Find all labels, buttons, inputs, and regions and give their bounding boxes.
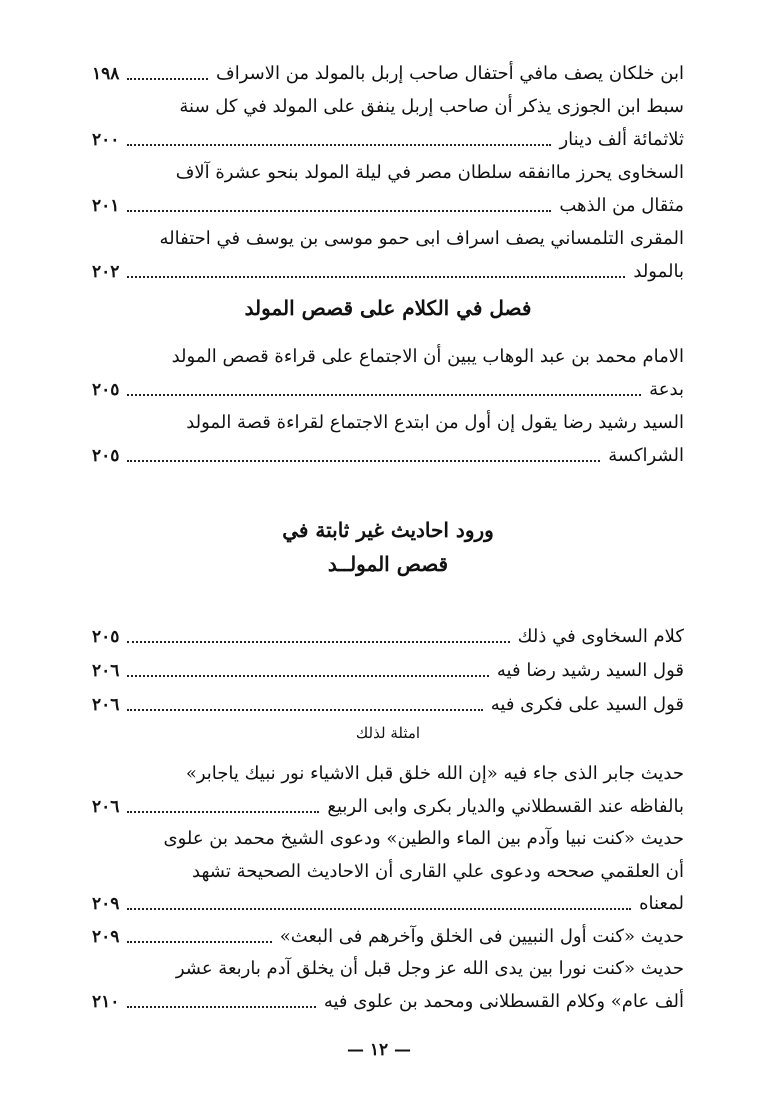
toc-entry-text: حديث «كنت أول النبيين فى الخلق وآخرهم فى البعث» [279, 925, 684, 947]
toc-page-number: ٢٠٢ [92, 262, 120, 282]
dot-leader [127, 460, 600, 462]
dot-leader [127, 709, 482, 711]
toc-entry [92, 615, 684, 649]
toc-entry [92, 980, 684, 1014]
toc-entry [92, 217, 684, 251]
dot-leader [127, 276, 625, 278]
dot-leader [127, 675, 489, 677]
toc-entry-text: حديث «كنت نورا بين يدى الله عز وجل قبل أن يخلق آدم باربعة عشر [175, 958, 684, 979]
toc-page-number: ١٩٨ [92, 64, 120, 84]
toc-entry [92, 184, 684, 218]
toc-entry [92, 817, 684, 851]
toc-entry [92, 118, 684, 152]
toc-entry-text: قول السيد على فكرى فيه [490, 694, 684, 715]
toc-entry-text: السخاوى يحرز ماانفقه سلطان مصر في ليلة المولد بنحو عشرة آلاف [175, 162, 684, 183]
toc-entry-text: ابن خلكان يصف مافي أحتفال صاحب إربل بالمولد من الاسراف [216, 63, 684, 84]
toc-entry [92, 785, 684, 819]
toc-entry-text: حديث جابر الذى جاء فيه «إن الله خلق قبل الاشياء نور نبيك ياجابر» [185, 763, 684, 784]
dot-leader [127, 210, 551, 212]
dot-leader [127, 941, 271, 943]
big-heading-line2: قصص المولــد [327, 552, 449, 576]
toc-entry-text: حديث «كنت نبيا وآدم بين الماء والطين» ودعوى الشيخ محمد بن علوى [163, 828, 684, 849]
toc-page-number: ٢٠٠ [92, 130, 120, 150]
toc-entry [92, 368, 684, 402]
page-number-footer: — ١٢ — [346, 1040, 412, 1060]
big-heading-line1: ورود احاديث غير ثابتة في [282, 518, 494, 542]
examples-subheading: امثلة لذلك [355, 724, 421, 742]
toc-entry-text: أن العلقمي صححه ودعوى علي القارى أن الاحاديث الصحيحة تشهد [192, 860, 684, 882]
toc-entry-text: بالفاظه عند القسطلاني والديار بكرى وابى الربيع [327, 795, 684, 817]
toc-page-number: ٢٠٦ [92, 661, 120, 681]
dot-leader [127, 908, 631, 910]
toc-entry [92, 882, 684, 916]
dot-leader [127, 811, 319, 813]
toc-entry [92, 915, 684, 949]
toc-entry [92, 250, 684, 284]
toc-entry-text: كلام السخاوى في ذلك [517, 626, 684, 647]
toc-page-number: ٢٠٦ [92, 796, 120, 817]
dot-leader [127, 78, 208, 80]
toc-entry-text: ثلاثمائة ألف دينار [559, 129, 684, 150]
toc-page-number: ٢٠٦ [92, 695, 120, 715]
toc-entry-text: الامام محمد بن عبد الوهاب يبين أن الاجتماع على قراءة قصص المولد [171, 346, 684, 367]
toc-page-number: ٢٠٥ [92, 380, 120, 400]
toc-page-number: ٢٠١ [92, 196, 120, 216]
toc-page-number: ٢٠٩ [92, 894, 120, 914]
toc-entry [92, 401, 684, 435]
toc-entry-text: قول السيد رشيد رضا فيه [496, 660, 684, 681]
toc-entry [92, 52, 684, 86]
toc-entry [92, 151, 684, 185]
toc-entry-text: لمعناه [639, 893, 684, 914]
toc-entry-text: ألف عام» وكلام القسطلانى ومحمد بن علوى فيه [323, 990, 684, 1012]
section-title: فصل في الكلام على قصص المولد [244, 296, 532, 320]
toc-page-number: ٢٠٥ [92, 627, 120, 647]
dot-leader [127, 394, 641, 396]
toc-entry-text: سبط ابن الجوزى يذكر أن صاحب إربل ينفق على المولد في كل سنة [179, 96, 684, 117]
toc-entry-text: مثقال من الذهب [559, 195, 684, 216]
toc-entry [92, 85, 684, 119]
toc-page-number: ٢٠٥ [92, 446, 120, 466]
toc-entry [92, 850, 684, 884]
toc-entry [92, 947, 684, 981]
toc-page-number: ٢١٠ [92, 991, 120, 1012]
toc-entry-text: بدعة [649, 379, 684, 400]
toc-page-number: ٢٠٩ [92, 926, 120, 947]
toc-entry-text: السيد رشيد رضا يقول إن أول من ابتدع الاجتماع لقراءة قصة المولد [186, 412, 684, 433]
dot-leader [127, 1006, 315, 1008]
toc-entry [92, 683, 684, 717]
toc-entry-text: بالمولد [633, 261, 684, 282]
toc-entry [92, 752, 684, 786]
toc-entry [92, 649, 684, 683]
toc-entry [92, 434, 684, 468]
toc-entry-text: المقرى التلمساني يصف اسراف ابى حمو موسى بن يوسف في احتفاله [159, 228, 684, 249]
toc-entry-text: الشراكسة [608, 445, 684, 466]
dot-leader [127, 641, 509, 643]
dot-leader [127, 144, 551, 146]
toc-entry [92, 335, 684, 369]
